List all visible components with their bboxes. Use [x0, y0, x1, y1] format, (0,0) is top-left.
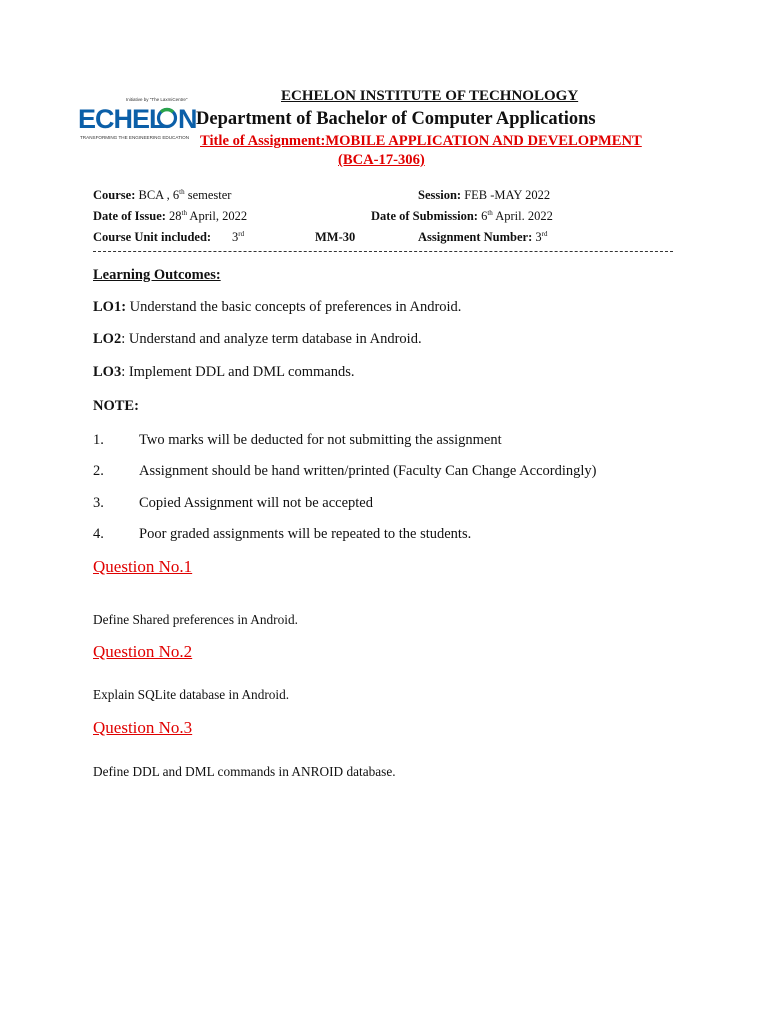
note-item-text: Copied Assignment will not be accepted — [139, 495, 373, 511]
assignment-code: (BCA-17-306) — [338, 152, 425, 168]
assignment-number-sup: rd — [541, 230, 548, 238]
learning-outcome-item — [93, 299, 461, 316]
learning-outcome-text: : Implement DDL and DML commands. — [121, 364, 355, 380]
course-value: BCA , 6 — [135, 188, 180, 202]
note-item-text: Assignment should be hand written/printed (Faculty Can Change Accordingly) — [139, 463, 597, 479]
submission-date-label: Date of Submission: — [371, 209, 478, 223]
assignment-number-value: 3 — [532, 230, 542, 244]
submission-date-info — [371, 209, 553, 224]
session-value: FEB -MAY 2022 — [461, 188, 551, 202]
note-item-text: Two marks will be deducted for not submitting the assignment — [139, 432, 502, 448]
learning-outcome-code: LO1: — [93, 299, 127, 315]
submission-date-post: April. 2022 — [492, 209, 553, 223]
question-2-text: Explain SQLite database in Android. — [93, 687, 290, 702]
learning-outcome-code: LO3 — [93, 364, 122, 380]
note-heading: NOTE: — [93, 398, 139, 414]
note-item-number: 1. — [93, 432, 104, 448]
note-item-text: Poor graded assignments will be repeated to the students. — [139, 526, 472, 542]
note-item-number: 4. — [93, 526, 104, 542]
institute-name: ECHELON INSTITUTE OF TECHNOLOGY — [281, 88, 579, 104]
question-1-text: Define Shared preferences in Android. — [93, 612, 298, 627]
session-info — [418, 188, 550, 203]
department-name: Department of Bachelor of Computer Applications — [196, 109, 596, 129]
course-label: Course: — [93, 188, 136, 202]
question-2-heading: Question No.2 — [93, 642, 193, 661]
logo-tagline-bottom: TRANSFORMING THE ENGINEERING EDUCATION — [80, 135, 190, 140]
learning-outcome-item — [93, 331, 422, 348]
session-label: Session: — [418, 188, 462, 202]
issue-date-value: 28 — [165, 209, 182, 223]
logo-wordmark-right: N — [178, 104, 198, 134]
learning-outcome-code: LO2 — [93, 331, 122, 347]
course-value-sup: th — [179, 188, 185, 196]
course-unit-value — [232, 230, 244, 245]
question-1-heading: Question No.1 — [93, 557, 193, 576]
max-marks-value: MM-30 — [315, 230, 356, 244]
learning-outcome-item — [93, 364, 355, 381]
issue-date-sup: th — [181, 209, 187, 217]
echelon-logo — [78, 97, 200, 143]
course-unit-label: Course Unit included: — [93, 230, 212, 244]
max-marks — [315, 230, 355, 245]
assignment-number-label: Assignment Number: — [418, 230, 533, 244]
learning-outcome-text: : Understand and analyze term database in Android. — [121, 331, 422, 347]
course-unit-info — [93, 230, 211, 245]
submission-date-sup: th — [487, 209, 493, 217]
issue-date-post: April, 2022 — [187, 209, 248, 223]
learning-outcome-text: Understand the basic concepts of preferences in Android. — [126, 299, 462, 315]
course-value-post: semester — [184, 188, 232, 202]
dashed-divider — [93, 251, 673, 252]
assignment-number-info — [418, 230, 547, 245]
course-info — [93, 188, 231, 203]
note-item-number: 3. — [93, 495, 104, 511]
note-item-number: 2. — [93, 463, 104, 479]
question-3-heading: Question No.3 — [93, 718, 193, 737]
course-unit-number: 3 — [232, 230, 239, 244]
logo-wordmark-left: ECHEL — [78, 104, 165, 134]
issue-date-info — [93, 209, 247, 224]
course-unit-sup: rd — [238, 230, 245, 238]
logo-tagline-top: Initiative by "The LaxmiCentre" — [126, 97, 188, 102]
assignment-title: Title of Assignment:MOBILE APPLICATION AND DEVELOPMENT — [200, 133, 642, 149]
submission-date-value: 6 — [477, 209, 488, 223]
question-3-text: Define DDL and DML commands in ANROID database. — [93, 764, 396, 779]
issue-date-label: Date of Issue: — [93, 209, 166, 223]
learning-outcomes-heading: Learning Outcomes: — [93, 267, 221, 283]
logo-ring-icon — [156, 107, 178, 129]
